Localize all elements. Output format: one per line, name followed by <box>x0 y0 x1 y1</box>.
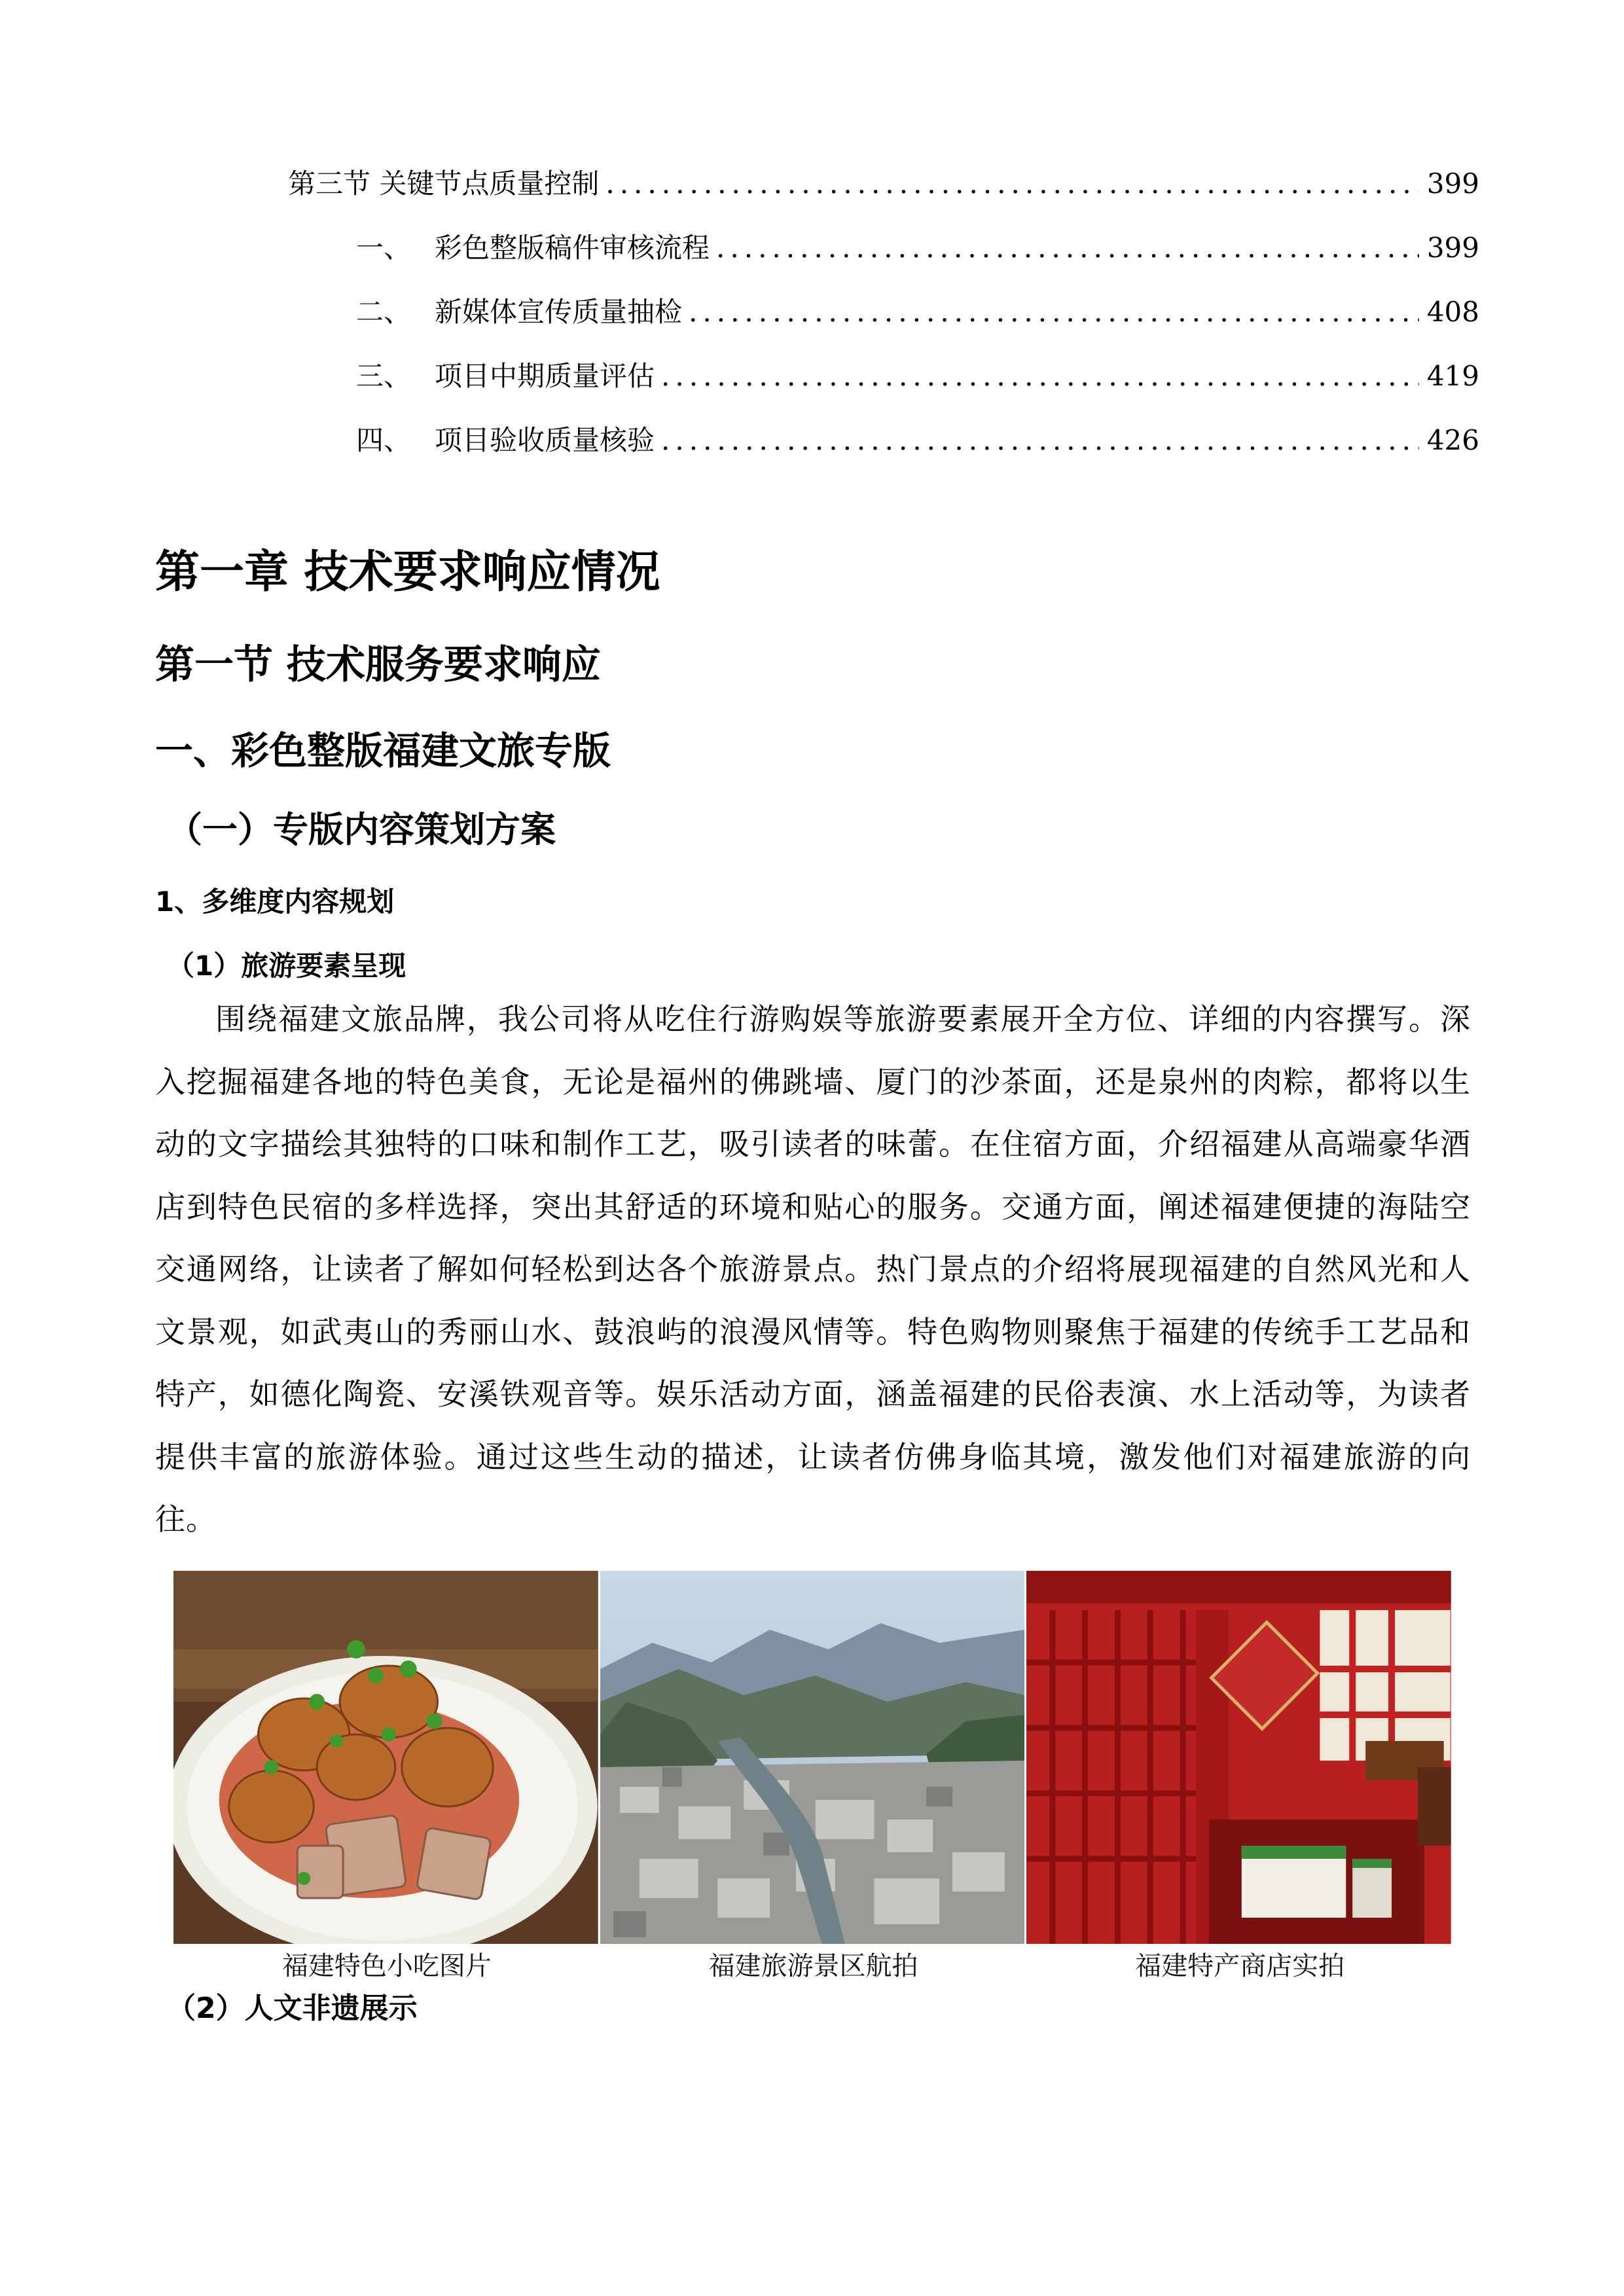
point-heading: 1、多维度内容规划 <box>155 886 395 918</box>
body-paragraph: 围绕福建文旅品牌，我公司将从吃住行游购娱等旅游要素展开全方位、详细的内容撰写。深入挖掘福建各地的特色美食，无论是福州的佛跳墙、厦门的沙茶面，还是泉州的肉粽，都将以生动的文字描绘其独特的口味和制作工艺，吸引读者的味蕾。在住宿方面，介绍福建从高端豪华酒店到特色民宿的多样选择，突出其舒适的环境和贴心的服务。交通方面，阐述福建便捷的海陆空交通网络，让读者了解如何轻松到达各个旅游景点。热门景点的介绍将展现福建的自然风光和人文景观，如武夷山的秀丽山水、鼓浪屿的浪漫风情等。特色购物则聚焦于福建的传统手工艺品和特产，如德化陶瓷、安溪铁观音等。娱乐活动方面，涵盖福建的民俗表演、水上活动等，为读者提供丰富的旅游体验。通过这些生动的描述，让读者仿佛身临其境，激发他们对福建旅游的向往。 <box>155 1001 1471 1537</box>
toc-title: 项目验收质量核验 <box>435 424 655 456</box>
toc-leader <box>689 280 1419 344</box>
toc-page-number: 399 <box>1426 232 1479 264</box>
figure-caption: 福建旅游景区航拍 <box>708 1951 918 1981</box>
item-heading: （一）专版内容策划方案 <box>167 809 556 850</box>
toc-number: 三、 <box>356 360 412 392</box>
figure-captions <box>173 1945 1453 1982</box>
toc-leader <box>661 408 1419 473</box>
toc-page-number: 408 <box>1426 296 1479 328</box>
toc-entry[interactable] <box>288 408 1479 473</box>
toc-entry[interactable] <box>288 280 1479 344</box>
sub-point-heading: （2）人文非遗展示 <box>167 1992 418 2025</box>
aerial-photo-icon <box>600 1571 1025 1944</box>
toc-leader <box>661 344 1419 408</box>
toc-entry[interactable] <box>288 344 1479 408</box>
toc-page-number: 426 <box>1426 424 1479 456</box>
toc-number: 四、 <box>356 424 412 456</box>
food-photo-icon <box>173 1571 598 1944</box>
toc-title: 项目中期质量评估 <box>435 360 655 392</box>
figure-caption: 福建特色小吃图片 <box>281 1951 492 1981</box>
subsection-heading: 一、彩色整版福建文旅专版 <box>155 728 611 773</box>
table-of-contents <box>288 152 1479 473</box>
section-heading: 第一节 技术服务要求响应 <box>155 642 601 688</box>
toc-page-number: 399 <box>1426 168 1479 200</box>
toc-title: 新媒体宣传质量抽检 <box>435 296 683 328</box>
chapter-heading: 第一章 技术要求响应情况 <box>155 547 660 598</box>
toc-title: 彩色整版稿件审核流程 <box>435 232 710 264</box>
toc-number: 一、 <box>356 232 412 264</box>
toc-leader <box>605 152 1418 216</box>
toc-page-number: 419 <box>1426 360 1479 392</box>
toc-title: 第三节 关键节点质量控制 <box>288 168 600 200</box>
shop-photo-icon <box>1026 1571 1451 1944</box>
toc-leader <box>716 216 1419 280</box>
figure-strip <box>173 1571 1453 1944</box>
sub-point-heading: （1）旅游要素呈现 <box>167 950 406 982</box>
figure-caption: 福建特产商店实拍 <box>1135 1951 1345 1981</box>
toc-number: 二、 <box>356 296 412 328</box>
toc-entry[interactable] <box>288 216 1479 280</box>
toc-entry[interactable] <box>288 152 1479 216</box>
